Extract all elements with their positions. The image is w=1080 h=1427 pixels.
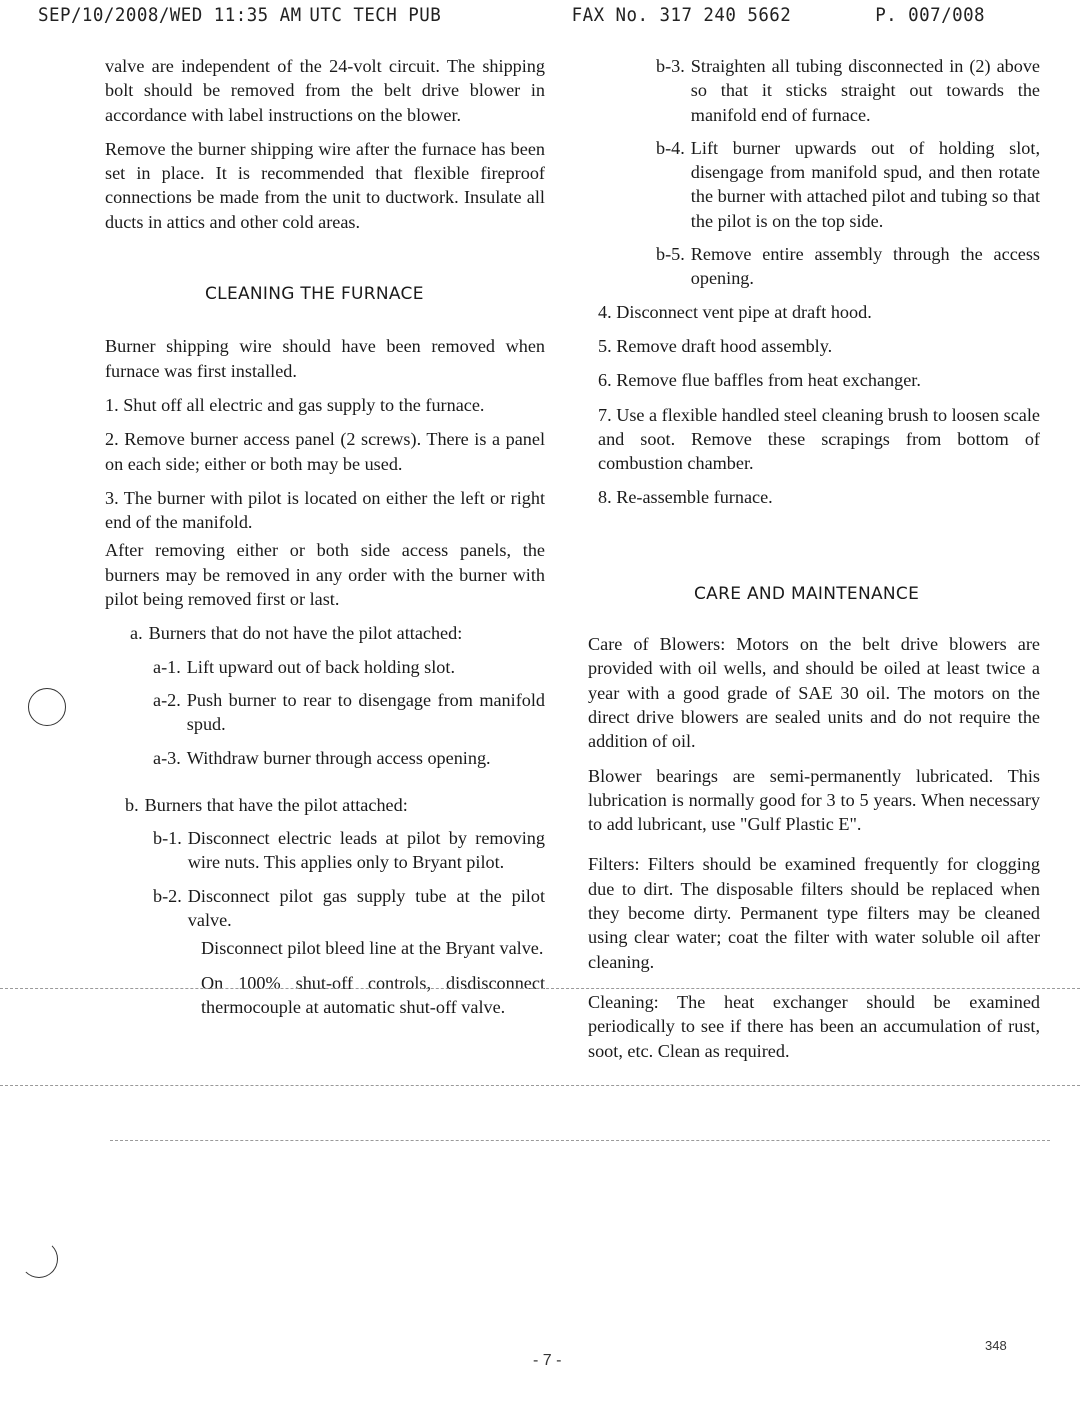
substep-b5 <box>656 242 1040 291</box>
substep-a1-label: a-1. <box>153 656 181 677</box>
substep-b5-label: b-5. <box>656 244 685 265</box>
substep-b2 <box>153 884 545 933</box>
substep-a-label: a. <box>130 623 143 644</box>
substep-a <box>130 621 545 645</box>
substep-a1 <box>153 655 545 679</box>
substep-b5-text: Remove entire assembly through the access opening. <box>690 244 1040 289</box>
substep-b1-label: b-1. <box>153 828 182 849</box>
substep-b1-text: Disconnect electric leads at pilot by removing wire nuts. This applies only to Bryant pilot. <box>187 828 545 873</box>
care-of-blowers: Care of Blowers: Motors on the belt drive blowers are provided with oil wells, and should be oiled at least twice a year with a good grade of SAE 30 oil. The motors on the direct drive blowers are sealed units and do not require the addition of oil. <box>588 634 1040 752</box>
substep-b2-thermocouple: On 100% shut-off controls, disdisconnect thermocouple at automatic shut-off valve. <box>201 972 545 1017</box>
substep-b <box>125 793 545 817</box>
intro-paragraph-2: Remove the burner shipping wire after the furnace has been set in place. It is recommended that flexible fireproof connections be made from the unit to ductwork. Insulate all ducts in attics and other cold areas. <box>105 138 545 232</box>
substep-b-label: b. <box>125 794 139 815</box>
substep-b3-text: Straighten all tubing disconnected in (2) above so that it sticks straight out towards the manifold end of furnace. <box>690 56 1040 125</box>
fax-number: FAX No. 317 240 5662 <box>571 4 792 26</box>
scan-noise-line-3 <box>110 1140 1050 1141</box>
filters-paragraph: Filters: Filters should be examined frequently for clogging due to dirt. The disposable filters should be replaced when they become dirty. Permanent type filters may be cleaned using clear water; coat the filter with water soluble oil after cleaning. <box>588 854 1040 972</box>
care-heading: CARE AND MAINTENANCE <box>694 583 920 604</box>
left-column <box>105 54 545 1029</box>
substep-a1-text: Lift upward out of back holding slot. <box>186 656 456 677</box>
substep-a3 <box>153 746 545 770</box>
substep-b4 <box>656 136 1040 233</box>
step-2: 2. Remove burner access panel (2 screws). There is a panel on each side; either or both may be used. <box>105 429 545 474</box>
cleaning-heading: CLEANING THE FURNACE <box>205 284 424 305</box>
right-column <box>588 54 1040 1073</box>
substep-b2-text: Disconnect pilot gas supply tube at the pilot valve. <box>187 885 545 931</box>
substep-a-text: Burners that do not have the pilot attached: <box>148 623 463 644</box>
substep-a2-label: a-2. <box>153 689 181 710</box>
intro-paragraph-1: valve are independent of the 24-volt circuit. The shipping bolt should be removed from the belt drive blower in accordance with label instructions on the blower. <box>105 56 545 125</box>
substep-a2-text: Push burner to rear to disengage from manifold spud. <box>186 689 545 735</box>
document-number: 348 <box>985 1338 1007 1353</box>
punch-hole-top <box>28 688 66 726</box>
substep-b2-label: b-2. <box>153 885 182 906</box>
after-removing-paragraph: After removing either or both side access panels, the burners may be removed in any order with the burner with pilot being removed first or last. <box>105 540 545 610</box>
substep-b4-label: b-4. <box>656 137 685 158</box>
step-3: 3. The burner with pilot is located on either the left or right end of the manifold. <box>105 487 545 533</box>
substep-a2 <box>153 688 545 737</box>
substep-b1 <box>153 826 545 875</box>
fax-header <box>38 4 986 30</box>
step-6: 6. Remove flue baffles from heat exchanger. <box>598 370 921 391</box>
punch-hole-bottom <box>20 1240 58 1278</box>
step-5: 5. Remove draft hood assembly. <box>598 335 833 356</box>
scan-noise-line-1 <box>0 988 1080 989</box>
fax-date-time: SEP/10/2008/WED 11:35 AM <box>38 4 302 26</box>
substep-b3 <box>656 54 1040 127</box>
substep-b2-bleed-line: Disconnect pilot bleed line at the Bryant valve. <box>201 938 544 959</box>
page-number: - 7 - <box>533 1352 562 1369</box>
substep-b-text: Burners that have the pilot attached: <box>144 794 408 815</box>
step-8: 8. Re-assemble furnace. <box>598 487 773 508</box>
step-7: 7. Use a flexible handled steel cleaning brush to loosen scale and soot. Remove these scrapings from bottom of combustion chamber. <box>598 404 1040 474</box>
substep-b4-text: Lift burner upwards out of holding slot, disengage from manifold spud, and then rotate the burner with attached pilot and tubing so that the pilot is on the top side. <box>690 137 1040 231</box>
blower-bearings: Blower bearings are semi-permanently lubricated. This lubrication is normally good for 3 to 5 years. When necessary to add lubricant, use "Gulf Plastic E". <box>588 765 1040 835</box>
fax-sender: UTC TECH PUB <box>309 4 442 26</box>
scan-noise-line-2 <box>0 1085 1080 1086</box>
cleaning-intro: Burner shipping wire should have been removed when furnace was first installed. <box>105 336 545 381</box>
step-1: 1. Shut off all electric and gas supply to the furnace. <box>105 394 485 415</box>
step-4: 4. Disconnect vent pipe at draft hood. <box>598 301 872 322</box>
substep-a3-text: Withdraw burner through access opening. <box>186 747 491 768</box>
substep-a3-label: a-3. <box>153 747 181 768</box>
fax-page: P. 007/008 <box>875 4 986 26</box>
cleaning-paragraph: Cleaning: The heat exchanger should be examined periodically to see if there has been an accumulation of rust, soot, etc. Clean as required. <box>588 991 1040 1061</box>
substep-b3-label: b-3. <box>656 56 685 76</box>
